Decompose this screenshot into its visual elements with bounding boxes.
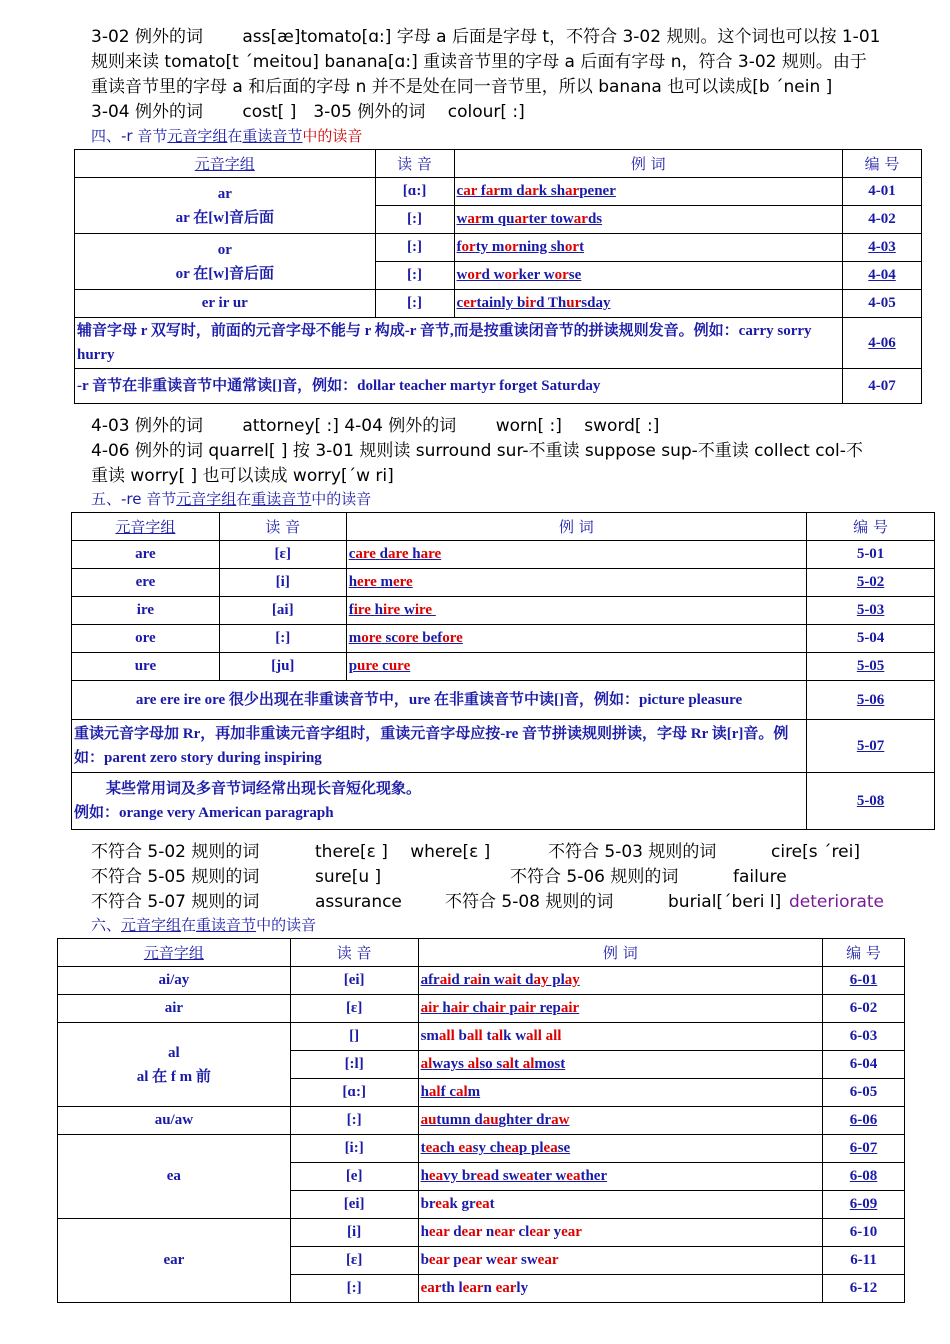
after5-line-2-d: failure [733,867,787,887]
stressed-syllable-link[interactable]: 重读音节 [242,127,303,145]
intro-line-4: 3-04 例外的词 cost[ ] 3-05 例外的词 colour[ :] [91,102,525,122]
table-row [58,1219,905,1247]
sound-cell: [e] [290,1163,418,1191]
number-cell[interactable]: 5-08 [807,773,935,830]
example-cell[interactable]: forty morning short [454,234,843,262]
vowel-group-cell: ear [58,1219,291,1303]
table-row [72,625,935,653]
example-cell[interactable]: pure cure [346,653,806,681]
number-cell: 6-04 [823,1051,905,1079]
vowel-group-cell: au/aw [58,1107,291,1135]
vowel-group-link[interactable]: 元音字组 [176,490,237,508]
after5-line-1-b: there[ɛ ] where[ɛ ] [315,842,491,862]
number-cell[interactable]: 6-09 [823,1191,905,1219]
number-cell[interactable]: 4-03 [843,234,922,262]
table-row [75,234,922,262]
sound-cell: [:] [290,1275,418,1303]
example-cell[interactable]: more score before [346,625,806,653]
section-6-title-mid: 在 [181,916,197,934]
table-row [75,290,922,318]
intro-line-1: 3-02 例外的词 ass[æ]tomato[ɑ:] 字母 a 后面是字母 t，不符合 3-02 规则。这个词也可以按 1-01 [91,27,881,47]
vowel-group-link[interactable]: 元音字组 [167,127,228,145]
sound-cell: [i:] [290,1135,418,1163]
vowel-group-link[interactable]: 元音字组 [121,916,182,934]
after4-line-3: 重读 worry[ ] 也可以读成 worry[ˊw ri] [91,466,394,486]
number-cell: 4-02 [843,206,922,234]
example-cell[interactable]: car farm dark sharpener [454,178,843,206]
after5-line-3-b: assurance [315,892,402,912]
number-cell[interactable]: 5-02 [807,569,935,597]
sound-cell: [:] [375,234,454,262]
header-vowel-group[interactable]: 元音字组 [58,939,291,967]
number-cell: 5-01 [807,541,935,569]
after5-line-2-c: 不符合 5-06 规则的词 [510,867,679,887]
table-row [72,773,935,830]
table-header-row [75,150,922,178]
number-cell[interactable]: 5-03 [807,597,935,625]
number-cell: 6-05 [823,1079,905,1107]
example-cell[interactable]: autumn daughter draw [418,1107,823,1135]
table-row [58,967,905,995]
number-cell[interactable]: 6-07 [823,1135,905,1163]
sound-cell: [:] [290,1107,418,1135]
sound-cell: [ɑ:] [290,1079,418,1107]
after5-line-3-a: 不符合 5-07 规则的词 [91,892,260,912]
number-cell: 6-12 [823,1275,905,1303]
header-example: 例 词 [454,150,843,178]
number-cell: 4-01 [843,178,922,206]
example-cell[interactable]: teach easy cheap please [418,1135,823,1163]
example-cell[interactable]: always also salt almost [418,1051,823,1079]
number-cell: 5-04 [807,625,935,653]
section-4-title-prefix: 四、-r 音节 [91,127,168,145]
section-6-title-suffix: 中的读音 [256,916,317,934]
section-6-title [91,915,316,935]
sound-cell: [ɛ] [290,995,418,1023]
example-cell[interactable]: heavy bread sweater weather [418,1163,823,1191]
example-cell[interactable]: break great [418,1191,823,1219]
example-cell[interactable]: air hair chair pair repair [418,995,823,1023]
note-cell: -r 音节在非重读音节中通常读[]音，例如：dollar teacher martyr forget Saturday [75,369,843,404]
note-cell: are ere ire ore 很少出现在非重读音节中，ure 在非重读音节中读[]音，例如：picture pleasure [72,681,807,720]
section-5-title-mid: 在 [236,490,252,508]
vowel-group-cell: or or 在[w]音后面 [75,234,376,290]
sound-cell: [:l] [290,1051,418,1079]
sound-cell: [i] [219,569,346,597]
stressed-syllable-link[interactable]: 重读音节 [251,490,312,508]
example-cell[interactable]: half calm [418,1079,823,1107]
table-header-row [72,513,935,541]
number-cell[interactable]: 4-06 [843,318,922,369]
vowel-group-cell: ure [72,653,220,681]
number-cell: 4-05 [843,290,922,318]
table-row [58,1135,905,1163]
number-cell[interactable]: 6-06 [823,1107,905,1135]
header-sound: 读 音 [375,150,454,178]
header-number: 编 号 [807,513,935,541]
section-5-title [91,489,371,509]
vowel-group-cell: ere [72,569,220,597]
after4-line-2: 4-06 例外的词 quarrel[ ] 按 3-01 规则读 surround sur-不重读 suppose sup-不重读 collect col-不 [91,441,863,461]
sound-cell: [:] [219,625,346,653]
after5-line-3-c: 不符合 5-08 规则的词 [445,892,614,912]
section-5-title-suffix: 中的读音 [311,490,372,508]
table-row [58,1023,905,1051]
example-cell[interactable]: afraid rain wait day play [418,967,823,995]
section-5-title-prefix: 五、-re 音节 [91,490,177,508]
note-cell: 某些常用词及多音节词经常出现长音短化现象。 例如：orange very American paragraph [72,773,807,830]
sound-cell: [] [290,1023,418,1051]
sound-cell: [ɛ] [290,1247,418,1275]
after5-line-3-e: deteriorate [789,892,885,912]
section-5-table [71,512,935,830]
number-cell[interactable]: 6-08 [823,1163,905,1191]
number-cell: 6-03 [823,1023,905,1051]
table-row [72,681,935,720]
after5-line-1-d: cire[s ˊrei] [771,842,860,862]
table-row [58,995,905,1023]
example-cell[interactable]: word worker worse [454,262,843,290]
vowel-group-cell: ai/ay [58,967,291,995]
table-header-row [58,939,905,967]
table-row [72,720,935,773]
table-row [58,1107,905,1135]
section-4-title-suffix: 中的读音 [302,127,363,145]
vowel-group-cell: ore [72,625,220,653]
sound-cell: [ai] [219,597,346,625]
section-4-table [74,149,922,404]
stressed-syllable-link[interactable]: 重读音节 [196,916,257,934]
number-cell: 6-10 [823,1219,905,1247]
example-cell[interactable]: warm quarter towards [454,206,843,234]
section-4-title-mid: 在 [227,127,243,145]
example-cell[interactable]: hear dear near clear year [418,1219,823,1247]
table-row [72,541,935,569]
example-cell[interactable]: care dare hare [346,541,806,569]
section-6-table [57,938,905,1303]
header-number: 编 号 [823,939,905,967]
header-example: 例 词 [418,939,823,967]
header-number: 编 号 [843,150,922,178]
number-cell[interactable]: 6-01 [823,967,905,995]
sound-cell: [ei] [290,1191,418,1219]
vowel-group-cell: ar ar 在[w]音后面 [75,178,376,234]
section-6-title-prefix: 六、 [91,916,122,934]
number-cell: 6-11 [823,1247,905,1275]
sound-cell: [:] [375,262,454,290]
vowel-group-cell: ire [72,597,220,625]
table-row [72,597,935,625]
number-cell: 4-07 [843,369,922,404]
vowel-group-cell: are [72,541,220,569]
example-cell[interactable]: certainly bird Thursday [454,290,843,318]
sound-cell: [ju] [219,653,346,681]
after5-line-1-a: 不符合 5-02 规则的词 [91,842,260,862]
vowel-group-cell: air [58,995,291,1023]
table-row [72,653,935,681]
after5-line-1-c: 不符合 5-03 规则的词 [548,842,717,862]
vowel-group-cell: ea [58,1135,291,1219]
sound-cell: [ɛ] [219,541,346,569]
table-row [75,318,922,369]
number-cell: 6-02 [823,995,905,1023]
example-cell[interactable]: small ball talk wall all [418,1023,823,1051]
note-cell: 重读元音字母加 Rr，再加非重读元音字组时，重读元音字母应按-re 音节拼读规则拼读，字母 Rr 读[r]音。例如：parent zero story during inspiring [72,720,807,773]
header-vowel-group[interactable]: 元音字组 [75,150,376,178]
vowel-group-cell: er ir ur [75,290,376,318]
header-sound: 读 音 [219,513,346,541]
after5-line-2-a: 不符合 5-05 规则的词 [91,867,260,887]
after5-line-3-d: burial[ˊberi l] [668,892,782,912]
header-vowel-group[interactable]: 元音字组 [72,513,220,541]
number-cell[interactable]: 5-07 [807,720,935,773]
example-cell[interactable]: bear pear wear swear [418,1247,823,1275]
vowel-group-cell: al al 在 f m 前 [58,1023,291,1107]
section-4-title [91,126,362,146]
sound-cell: [:] [375,290,454,318]
table-row [75,178,922,206]
example-cell[interactable]: fire hire wire [346,597,806,625]
number-cell[interactable]: 4-04 [843,262,922,290]
table-row [75,369,922,404]
example-cell[interactable]: here mere [346,569,806,597]
example-cell[interactable]: earth learn early [418,1275,823,1303]
number-cell[interactable]: 5-05 [807,653,935,681]
header-sound: 读 音 [290,939,418,967]
sound-cell: [i] [290,1219,418,1247]
table-row [72,569,935,597]
note-cell: 辅音字母 r 双写时，前面的元音字母不能与 r 构成-r 音节,而是按重读闭音节的拼读规则发音。例如：carry sorry hurry [75,318,843,369]
header-example: 例 词 [346,513,806,541]
intro-line-2: 规则来读 tomato[t ˊmeitou] banana[ɑ:] 重读音节里的字母 a 后面有字母 n，符合 3-02 规则。由于 [91,52,867,72]
sound-cell: [:] [375,206,454,234]
sound-cell: [ɑ:] [375,178,454,206]
after5-line-2-b: sure[u ] [315,867,382,887]
after4-line-1: 4-03 例外的词 attorney[ :] 4-04 例外的词 worn[ :] sword[ :] [91,416,660,436]
intro-line-3: 重读音节里的字母 a 和后面的字母 n 并不是处在同一音节里，所以 banana 也可以读成[b ˊnein ] [91,77,833,97]
number-cell[interactable]: 5-06 [807,681,935,720]
sound-cell: [ei] [290,967,418,995]
